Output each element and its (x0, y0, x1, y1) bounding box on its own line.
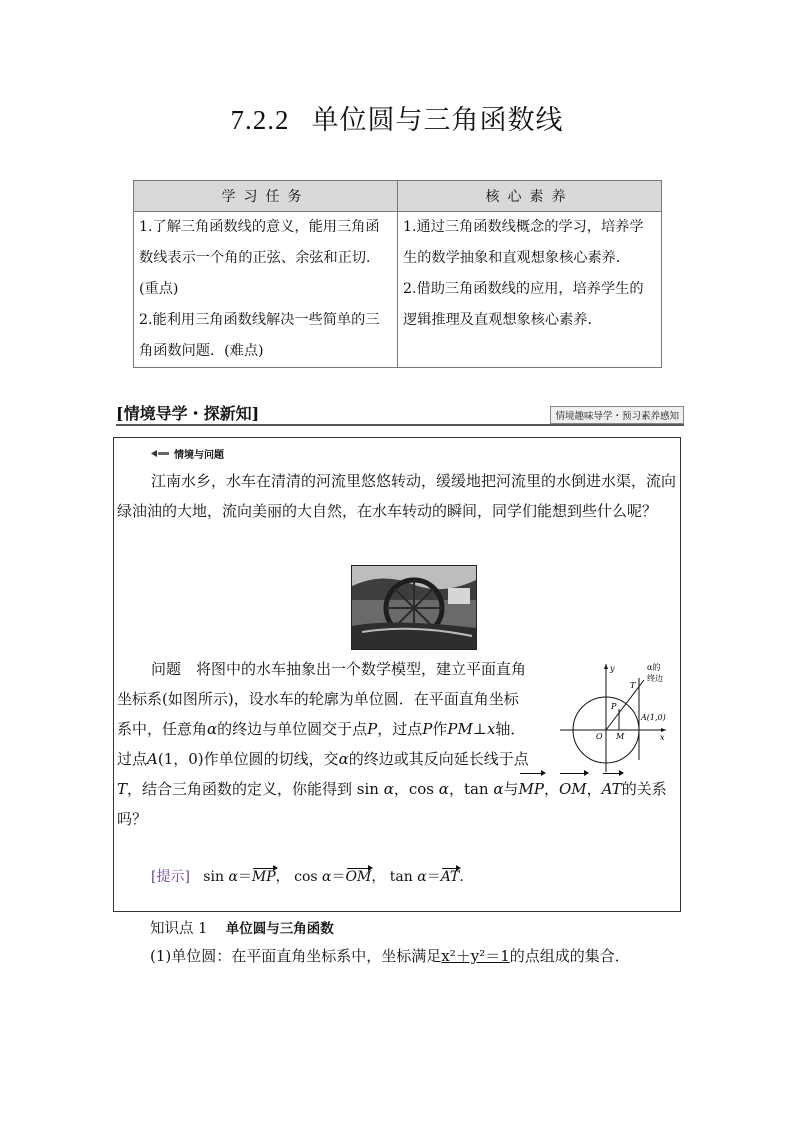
section-heading: [情境导学・探新知] (116, 404, 260, 423)
hint-line: [提示] sin α＝MP， cos α＝OM， tan α＝AT. (151, 869, 464, 885)
knowledge-point (150, 917, 334, 938)
section-tag: 情境趣味导学・预习素养感知 (550, 406, 684, 424)
knowledge-title: 单位圆与三角函数 (225, 921, 334, 937)
definition-equation: x²＋y²＝1 (441, 947, 510, 965)
learning-tasks-cell: 1.了解三角函数线的意义，能用三角函数线表示一个角的正弦、余弦和正切．(重点) 2.能利用三角函数线解决一些简单的三角函数问题．(难点) (134, 212, 398, 368)
question-text: 问题 将图中的水车抽象出一个数学模型，建立平面直角坐标系(如图所示)，设水车的轮廓为单位圆．在平面直角坐标系中，任意角α的终边与单位圆交于点P，过点P作PM⊥x轴．过点A(1，0)作单位圆的切线，交α的终边或其反向延长线于点 (117, 660, 529, 768)
label-m: M (616, 732, 625, 741)
section-number: 7.2.2 (230, 105, 290, 135)
knowledge-label: 知识点 1 (150, 921, 208, 937)
hint-label: [提示] (151, 869, 190, 885)
unit-circle-diagram (558, 660, 670, 774)
section-header (116, 401, 684, 425)
waterwheel-photo (351, 565, 477, 650)
label-x: x (660, 733, 665, 742)
scenario-intro: 江南水乡，水车在清清的河流里悠悠转动，缓缓地把河流里的水倒进水渠，流向绿油油的大地，流向美丽的大自然，在水车转动的瞬间，同学们能想到些什么呢？ (117, 472, 677, 520)
section-divider (116, 424, 684, 426)
label-o: O (596, 732, 603, 741)
label-alpha-1: α的 (647, 663, 661, 672)
scenario-tag-label: 情境与问题 (174, 450, 224, 461)
label-alpha-2: 终边 (647, 674, 663, 683)
scenario-icon (150, 449, 170, 458)
header-learning-tasks: 学习任务 (134, 181, 398, 212)
label-p: P (611, 702, 617, 711)
label-y: y (610, 664, 615, 673)
label-t: T (630, 681, 636, 690)
header-core-literacy: 核心素养 (398, 181, 662, 212)
question-text-cont: T，结合三角函数的定义，你能得到 sin α，cos α，tan α与MP，OM，AT的关系吗？ (117, 774, 677, 834)
page-title (0, 98, 794, 137)
vector-om: OM (559, 774, 587, 804)
objectives-table (133, 180, 662, 368)
vector-at: AT (602, 774, 622, 804)
unit-circle-definition: (1)单位圆：在平面直角坐标系中，坐标满足x²＋y²＝1的点组成的集合． (150, 947, 630, 965)
label-a: A(1,0) (641, 713, 666, 722)
scenario-tag (150, 446, 224, 461)
scenario-box (113, 437, 681, 912)
section-title: 单位圆与三角函数线 (311, 105, 564, 136)
core-literacy-cell: 1.通过三角函数线概念的学习，培养学生的数学抽象和直观想象核心素养． 2.借助三角函数线的应用，培养学生的逻辑推理及直观想象核心素养． (398, 212, 662, 368)
vector-mp: MP (519, 774, 544, 804)
